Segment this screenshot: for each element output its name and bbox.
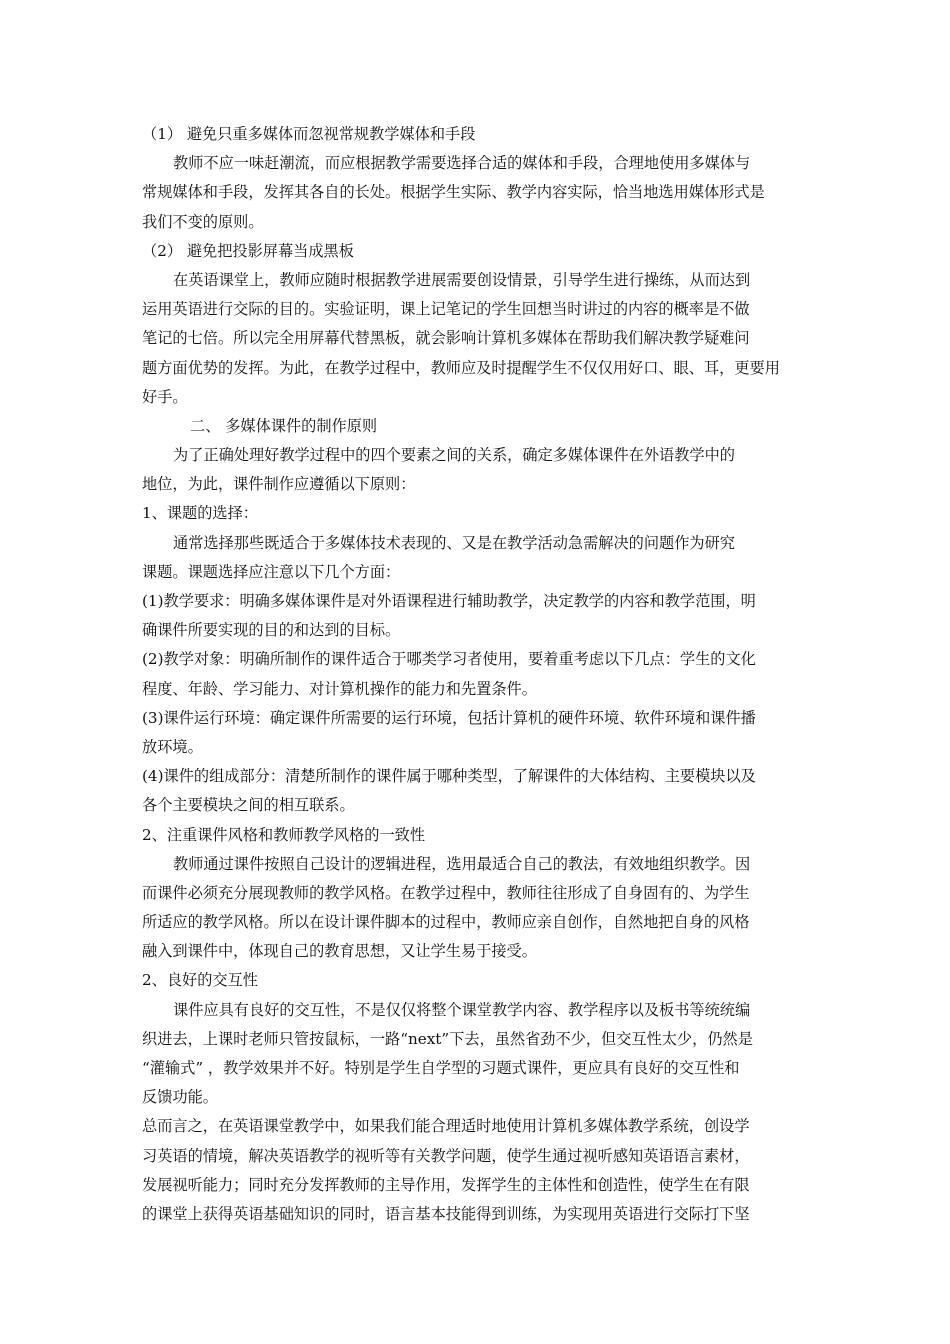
text-line: 各个主要模块之间的相互联系。 bbox=[142, 796, 355, 815]
text-line: 2、注重课件风格和教师教学风格的一致性 bbox=[142, 825, 426, 844]
text-line: 的课堂上获得英语基础知识的同时，语言基本技能得到训练，为实现用英语进行交际打下坚 bbox=[142, 1204, 750, 1223]
section-heading: 二、 多媒体课件的制作原则 bbox=[190, 416, 378, 435]
text-line: (4)课件的组成部分：清楚所制作的课件属于哪种类型，了解课件的大体结构、主要模块以及 bbox=[142, 767, 756, 786]
text-line: 发展视听能力；同时充分发挥教师的主导作用，发挥学生的主体性和创造性，使学生在有限 bbox=[142, 1175, 750, 1194]
text-line: 笔记的七倍。所以完全用屏幕代替黑板，就会影响计算机多媒体在帮助我们解决教学疑难问 bbox=[142, 329, 750, 348]
text-line: 总而言之，在英语课堂教学中，如果我们能合理适时地使用计算机多媒体教学系统，创设学 bbox=[142, 1117, 750, 1136]
text-line: 为了正确处理好教学过程中的四个要素之间的关系，确定多媒体课件在外语教学中的 bbox=[173, 446, 735, 465]
text-line: （1） 避免只重多媒体而忽视常规教学媒体和手段 bbox=[142, 125, 476, 143]
document-page bbox=[142, 120, 814, 1229]
text-line: 习英语的情境，解决英语教学的视听等有关教学问题，使学生通过视听感知英语语言素材， bbox=[142, 1146, 750, 1165]
text-line: 确课件所要实现的目的和达到的目标。 bbox=[142, 621, 401, 640]
text-line: 在英语课堂上，教师应随时根据教学进展需要创设情景，引导学生进行操练，从而达到 bbox=[173, 270, 751, 289]
text-line: 程度、年龄、学习能力、对计算机操作的能力和先置条件。 bbox=[142, 679, 537, 698]
text-line: (1)教学要求：明确多媒体课件是对外语课程进行辅助教学，决定教学的内容和教学范围，明 bbox=[142, 592, 756, 610]
text-line: 好手。 bbox=[142, 387, 188, 406]
text-line: “灌输式” ，教学效果并不好。特别是学生自学型的习题式课件，更应具有良好的交互性和 bbox=[142, 1059, 740, 1077]
text-line: 1、课题的选择： bbox=[142, 504, 258, 523]
text-line: 运用英语进行交际的目的。实验证明，课上记笔记的学生回想当时讲过的内容的概率是不做 bbox=[142, 300, 750, 319]
text-line: 课题。课题选择应注意以下几个方面： bbox=[142, 562, 401, 581]
text-line: 而课件必须充分展现教师的教学风格。在教学过程中，教师往往形成了自身固有的、为学生 bbox=[142, 883, 750, 902]
text-line: (3)课件运行环境：确定课件所需要的运行环境，包括计算机的硬件环境、软件环境和课件播 bbox=[142, 708, 756, 727]
text-line: （2） 避免把投影屏幕当成黑板 bbox=[142, 241, 354, 260]
text-line: (2)教学对象：明确所制作的课件适合于哪类学习者使用，要着重考虑以下几点：学生的文化 bbox=[142, 650, 756, 669]
text-line: 题方面优势的发挥。为此，在教学过程中，教师应及时提醒学生不仅仅用好口、眼、耳，更要用 bbox=[142, 358, 780, 377]
text-line: 我们不变的原则。 bbox=[142, 212, 264, 231]
text-line: 所适应的教学风格。所以在设计课件脚本的过程中，教师应亲自创作，自然地把自身的风格 bbox=[142, 913, 750, 932]
text-line: 课件应具有良好的交互性，不是仅仅将整个课堂教学内容、教学程序以及板书等统统编 bbox=[173, 1000, 751, 1019]
text-line: 反馈功能。 bbox=[142, 1088, 218, 1107]
text-line: 2、良好的交互性 bbox=[142, 971, 258, 990]
text-line: 教师不应一味赶潮流，而应根据教学需要选择合适的媒体和手段，合理地使用多媒体与 bbox=[173, 154, 751, 173]
text-line: 常规媒体和手段，发挥其各自的长处。根据学生实际、教学内容实际，恰当地选用媒体形式是 bbox=[142, 183, 765, 202]
text-line: 放环境。 bbox=[142, 737, 203, 756]
text-line: 教师通过课件按照自己设计的逻辑进程，选用最适合自己的教法，有效地组织教学。因 bbox=[173, 854, 751, 873]
text-line: 融入到课件中，体现自己的教育思想，又让学生易于接受。 bbox=[142, 942, 537, 961]
text-line: 地位，为此，课件制作应遵循以下原则： bbox=[142, 475, 416, 494]
text-line: 织进去，上课时老师只管按鼠标，一路“next”下去，虽然省劲不少，但交互性太少，仍然是 bbox=[142, 1029, 753, 1048]
text-line: 通常选择那些既适合于多媒体技术表现的、又是在教学活动急需解决的问题作为研究 bbox=[173, 533, 735, 552]
